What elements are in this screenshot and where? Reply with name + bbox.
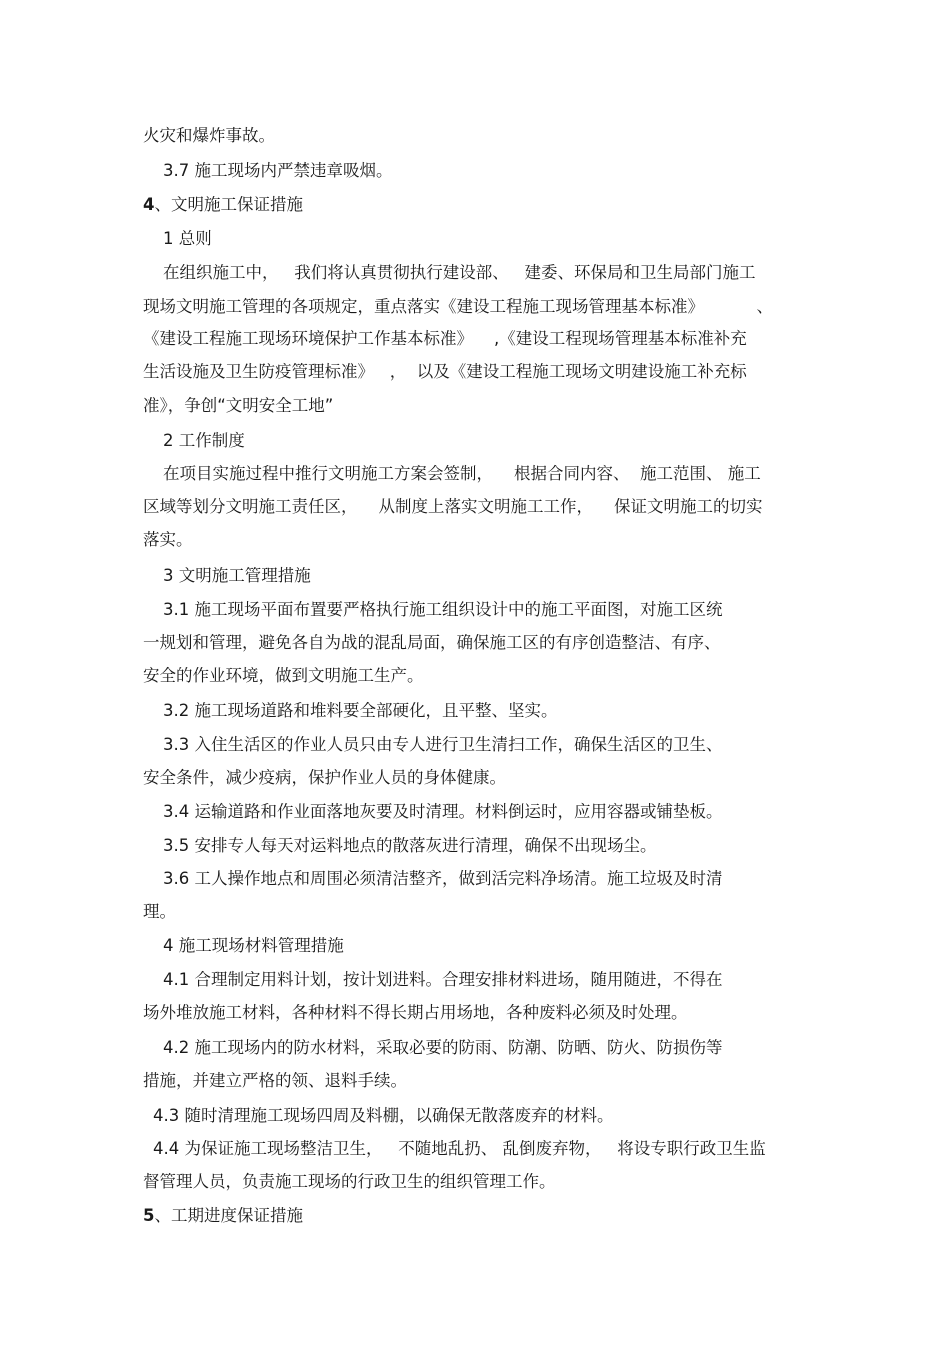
text-line: 场外堆放施工材料，各种材料不得长期占用场地，各种废料必须及时处理。 (143, 1003, 688, 1022)
text-line: 火灾和爆炸事故。 (143, 126, 275, 145)
subsection-heading: 2 工作制度 (163, 431, 245, 450)
section-title: 、文明施工保证措施 (154, 195, 303, 214)
text-line: 现场文明施工管理的各项规定，重点落实《建设工程施工现场管理基本标准》 、 (143, 297, 773, 316)
text-line: 3.7 施工现场内严禁违章吸烟。 (163, 161, 393, 180)
text-line: 在组织施工中， 我们将认真贯彻执行建设部、 建委、环保局和卫生局部门施工 (163, 263, 756, 282)
text-line: 区域等划分文明施工责任区， 从制度上落实文明施工工作， 保证文明施工的切实 (143, 497, 763, 516)
subsection-heading: 1 总则 (163, 229, 212, 248)
text-line: 3.1 施工现场平面布置要严格执行施工组织设计中的施工平面图，对施工区统 (163, 600, 723, 619)
text-line: 准》，争创“文明安全工地” (143, 396, 334, 415)
subsection-heading: 3 文明施工管理措施 (163, 566, 311, 585)
text-line: 生活设施及卫生防疫管理标准》 ， 以及《建设工程施工现场文明建设施工补充标 (143, 362, 747, 381)
text-line: 4.2 施工现场内的防水材料，采取必要的防雨、防潮、防晒、防火、防损伤等 (163, 1038, 723, 1057)
text-line: 3.3 入住生活区的作业人员只由专人进行卫生清扫工作，确保生活区的卫生、 (163, 735, 723, 754)
text-line: 4.4 为保证施工现场整洁卫生， 不随地乱扔、 乱倒废弃物， 将设专职行政卫生监 (153, 1139, 766, 1158)
section-heading (143, 194, 303, 216)
text-line: 4.3 随时清理施工现场四周及料棚，以确保无散落废弃的材料。 (153, 1106, 614, 1125)
text-line: 3.2 施工现场道路和堆料要全部硬化，且平整、坚实。 (163, 701, 558, 720)
text-line: 3.5 安排专人每天对运料地点的散落灰进行清理，确保不出现场尘。 (163, 836, 657, 855)
text-line: 《建设工程施工现场环境保护工作基本标准》 ,《建设工程现场管理基本标准补充 (143, 329, 747, 348)
text-line: 在项目实施过程中推行文明施工方案会签制， 根据合同内容、 施工范围、 施工 (163, 464, 761, 483)
text-line: 安全的作业环境，做到文明施工生产。 (143, 666, 424, 685)
section-number: 5 (143, 1206, 155, 1225)
text-line: 理。 (143, 902, 176, 921)
text-line: 3.4 运输道路和作业面落地灰要及时清理。材料倒运时，应用容器或铺垫板。 (163, 802, 723, 821)
subsection-heading: 4 施工现场材料管理措施 (163, 936, 344, 955)
text-line: 督管理人员，负责施工现场的行政卫生的组织管理工作。 (143, 1172, 556, 1191)
section-heading (143, 1205, 303, 1227)
section-number: 4 (143, 195, 155, 214)
text-line: 3.6 工人操作地点和周围必须清洁整齐，做到活完料净场清。施工垃圾及时清 (163, 869, 723, 888)
text-line: 一规划和管理，避免各自为战的混乱局面，确保施工区的有序创造整洁、有序、 (143, 633, 721, 652)
text-line: 措施，并建立严格的领、退料手续。 (143, 1071, 407, 1090)
text-line: 落实。 (143, 530, 193, 549)
text-line: 4.1 合理制定用料计划，按计划进料。合理安排材料进场，随用随进，不得在 (163, 970, 723, 989)
text-line: 安全条件，减少疫病，保护作业人员的身体健康。 (143, 768, 506, 787)
section-title: 、工期进度保证措施 (154, 1206, 303, 1225)
